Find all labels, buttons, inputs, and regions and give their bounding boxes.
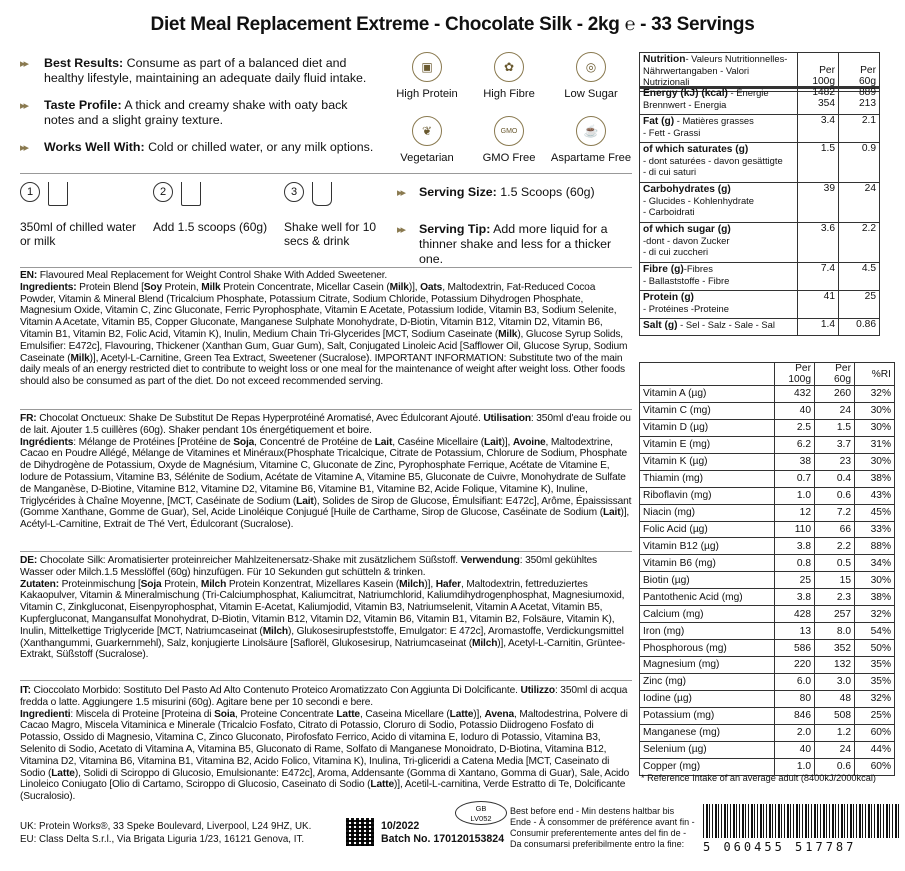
vitamin-row: Biotin (µg) 25 15 30% [640, 572, 895, 589]
uk-address: UK: Protein Works®, 33 Speke Boulevard, Liverpool, L24 9HZ, UK. [20, 821, 312, 832]
vitamin-row: Iron (mg) 13 8.0 54% [640, 623, 895, 640]
batch-info [381, 820, 504, 846]
divider [20, 409, 632, 410]
ingredients-fr: FR: Chocolat Onctueux: Shake De Substitut De Repas Hyperprotéiné Aromatisé, Avec Édulcorant Ajouté. Utilisation: 350ml d'eau froide ou de lait. Ajouter 1.5 cuillères (60g). Shaker pendant 10s énergétiquement et boire. Ingrédients: Mélange de Protéines [Protéine de Soja, Concentré de Protéine de Lait, Caséine Micellaire (Lait)], Avoine, Maltodextrine, Cacao en Poudre Allégé, Mélange de Vitamines et Minéraux(Phosphate Tricalcique, Citrate de Potassium, Chlorure de Sodium, Phosphate de Dihydrogène de Potassium, Oxyde de Magnésium, Vitamine C, Gluconate de Zinc, Pyrophosphate Ferrique, Acétate de Vitamine E, Iodure de Potassium, Vitamine B3, Sélénite de Sodium, Acétate de Vitamine A, Vitamine B5, Gluconate de Cuivre, Monohydrate de Sulfate de Manganèse, D-Biotine, Vitamine B12, Vitamine D2, Vitamine B6, Vitamine B1, Vitamine B2, Acide Folique, Vitamine K), Inuline, Triglycérides à Chaîne Moyenne, [MCT, Caséinate de Sodium (Lait), Solides de Sirop de Glucose, Émulsifiant: E472c], Arôme, Épaississant (Gomme Xanthane, Gomme de Guar), Sel, Acide Linoléique Conjugué [Huile de Carthame, Sirop de Glucose, Caséinate de Sodium (Lait)], Acétyl-L-Carnitine, Extrait de Thé Vert, Édulcorant (Sucralose). [20, 413, 632, 531]
vitamin-table [639, 362, 895, 776]
aspartame-free-badge: ☕ Aspartame Free [549, 116, 633, 164]
step-3: 3 Shake well for 10 secs & drink [284, 182, 404, 248]
protein-icon: ▣ [412, 52, 442, 82]
low-sugar-badge: ◎ Low Sugar [549, 52, 633, 100]
nutrition-row: Energy (kJ) (kcal) - Énergie Brennwert - Energia 1482 354 889 213 [640, 87, 880, 115]
vitamin-header: Per 100g Per 60g %RI [640, 363, 895, 386]
divider [20, 551, 632, 552]
vitamin-row: Pantothenic Acid (mg) 3.8 2.3 38% [640, 589, 895, 606]
best-results: ▸▸ Best Results: Consume as part of a balanced diet and healthy lifestyle, maintaining an adequate daily fluid intake. [20, 56, 367, 85]
arrow-icon: ▸▸ [20, 58, 28, 70]
barcode-bars [703, 804, 899, 838]
vitamin-row: Magnesium (mg) 220 132 35% [640, 657, 895, 674]
arrow-icon: ▸▸ [20, 142, 28, 154]
vitamin-row: Vitamin B6 (mg) 0.8 0.5 34% [640, 555, 895, 572]
fibre-icon: ✿ [494, 52, 524, 82]
vitamin-row: Potassium (mg) 846 508 25% [640, 707, 895, 724]
vitamin-row: Calcium (mg) 428 257 32% [640, 606, 895, 623]
barcode-number: 5 060455 517787 [703, 840, 857, 854]
cup-icon: ☕ [576, 116, 606, 146]
divider [20, 173, 632, 174]
product-highlights [20, 56, 375, 167]
nutrition-row: Fibre (g)-Fibres - Ballaststoffe - Fibre 7.4 4.5 [640, 263, 880, 291]
vitamin-row: Vitamin K (µg) 38 23 30% [640, 453, 895, 470]
gmo-icon: GMO [494, 116, 524, 146]
ingredients-it: IT: Cioccolato Morbido: Sostituto Del Pasto Ad Alto Contenuto Proteico Aromatizzato Con Aggiunta Di Dolcificante. Utilizzo: 350ml di acqua fredda o latte. Aggiungere 1.5 misurini (60g). Agitare bene per 10 secondi e bere. Ingredienti: Miscela di Proteine [Proteina di Soia, Proteine Concentrate Latte, Caseina Micellare (Latte)], Avena, Maltodestrina, Polvere di Cacao Magro, Miscela Vitaminica e Minerale (Tricalcio Fosfato, Citrato di Potassio, Cloruro di Sodio, Potassio Diidrogeno Fosfato di Potassio, Ossido di Magnesio, Vitamina C, Zinco Gluconato, Pirofosfato Ferrico, Acido di vitamina E, Ioduro di Potassio, Vitamina B3, Selenito di Sodio, Acetato di Vitamina A, Vitamina B5, Gluconato di Rame, Solfato di Manganese Monoidrato, D-Biotina, Vitamina B12, Vitamina D2, Vitamina B6, Vitamina B1, Vitamina B2, Acido Folico, Vitamina K), Inulina, Tri-gliceridi a Catena Media [MCT, Caseinato di Sodio (Latte), Solidi di Sciroppo di Glucosio, Emulsionante: E472c], Aroma, Addensante (Gomma di Xantano, Gomma di Guar), Sale, Acido Linoleico Coniugato [Olio di Cartamo, Sciroppo di Glucosio, Caseinato di Sodio (Latte)], Acetil-L-carnitina, Verde Estratto di Te, Dolcificante (Sucralosio). [20, 685, 630, 803]
shaker-icon [312, 182, 332, 206]
ingredients-en: EN: Flavoured Meal Replacement for Weight Control Shake With Added Sweetener. Ingredients: Protein Blend [Soy Protein, Milk Protein Concentrate, Micellar Casein (Milk)], Oats, Maltodextrin, Fat-Reduced Cocoa Powder, Vitamin & Mineral Blend (Tricalcium Phosphate, Potassium Citrate, Sodium Chloride, Potassium Dihydrogen Phosphate, Magnesium Oxide, Vitamin C, Zinc Gluconate, Ferric Pyrophosphate, Vitamin E Acetate, Potassium Iodide, Vitamin B3, Sodium Selenite, Vitamin A Acetate, Vitamin B5, Copper Gluconate, Manganese Sulphate Monohydrate, D-Biotin, Vitamin B12, Vitamin D2, Vitamin B6, Vitamin B1, Vitamin B2, Folic Acid, Vitamin K), Inulin, Medium Chain Tri-Glycerides [MCT, Sodium Caseinate (Milk), Glucose Syrup Solids, Emulsifier: E472c], Flavouring, Thickener (Xanthan Gum, Guar Gum), Salt, Conjugated Linoleic Acid [Safflower Oil, Glucose Syrup, Sodium Caseinate (Milk)], Acetyl-L-Carnitine, Green Tea Extract, Sweetener (Sucralose). IMPORTANT INFORMATION: Substitute two of the main daily meals of an energy restricted diet to contribute to weight loss or one meal for the maintenance of weight after weight loss. Other foods should also be consumed as part of the diet. Do not exceed recommended serving. [20, 270, 628, 388]
vitamin-row: Manganese (mg) 2.0 1.2 60% [640, 724, 895, 741]
vitamin-row: Phosphorous (mg) 586 352 50% [640, 640, 895, 657]
vitamin-row: Vitamin E (mg) 6.2 3.7 31% [640, 436, 895, 453]
nutrition-row: of which sugar (g) -dont - davon Zucker - di cui zuccheri 3.6 2.2 [640, 223, 880, 263]
divider [20, 267, 632, 268]
gmo-free-badge: GMO GMO Free [467, 116, 551, 164]
leaf-icon: ❦ [412, 116, 442, 146]
vitamin-row: Vitamin B12 (µg) 3.8 2.2 88% [640, 538, 895, 555]
sugar-icon: ◎ [576, 52, 606, 82]
step-1: 1 350ml of chilled water or milk [20, 182, 140, 248]
arrow-icon: ▸▸ [397, 224, 405, 236]
vitamin-row: Selenium (µg) 40 24 44% [640, 741, 895, 758]
serving-tip: ▸▸ Serving Tip: Add more liquid for a thinner shake and less for a thicker one. [397, 222, 612, 266]
arrow-icon: ▸▸ [397, 187, 405, 199]
nutrition-row: Fat (g) - Matières grasses - Fett - Grassi 3.4 2.1 [640, 115, 880, 143]
batch-number: Batch No. 170120153824 [381, 833, 505, 845]
vegetarian-badge: ❦ Vegetarian [385, 116, 469, 164]
vitamin-row: Vitamin D (µg) 2.5 1.5 30% [640, 419, 895, 436]
arrow-icon: ▸▸ [20, 100, 28, 112]
works-well-with: ▸▸ Works Well With: Cold or chilled water, or any milk options. [20, 140, 374, 154]
nutrition-table: Nutrition- Valeurs Nutritionnelles- Nährwertangaben - Valori Nutrizionali Per 100g Per 60g [639, 52, 880, 92]
vitamin-row: Thiamin (mg) 0.7 0.4 38% [640, 470, 895, 487]
vitamin-row: Vitamin A (µg) 432 260 32% [640, 386, 895, 403]
nutrition-values [639, 86, 880, 336]
ingredients-de: DE: Chocolate Silk: Aromatisierter proteinreicher Mahlzeitenersatz-Shake mit zusätzlichem Süßstoff. Verwendung: 350ml gekühltes Wasser oder Milch.1.5 Messlöffel (60g) hinzufügen. Für 10 Sekunden gut schütteln & trinken. Zutaten: Proteinmischung [Soja Protein, Milch Protein Konzentrat, Mizellares Kasein (Milch)], Hafer, Maltodextrin, fettreduziertes Kakaopulver, Vitamin & Mineralmischung (Tri-Calciumphosphat, Kaliumcitrat, Natriumchlorid, Kaliumdihydrogenphosphat, Magnesiumoxid, Vitamin C, Zinkgluconat, Eisenpyrophosphat, Vitamin E-Acetat, Kaliumjodid, Vitamin B3, Natriumselenit, Vitamin A Acetat, Vitamin B5, Kupfergluconat, Mangansulfat Monohydrat, D-Biotin, Vitamin B12, Vitamin D2, Vitamin B6, Vitamin B1, Vitamin B2, Folsäure, Vitamin K), Inulin, Mittelkettige Triglyceride [MCT, Natriumcaseinat (Milch), Glukosesirupfeststoffe, Emulgator: E 472c], Aromastoffe, Verdickungsmittel (Xanthangummi, Guarkernmehl), Salz, konjugierte Linolsäure [Saflorël, Glukosesirup, Natriumcaseinat (Milch)], Acetyl-L-Carnitin, Grüntee-Extrakt, Süßstoff (Sucralose). [20, 555, 626, 661]
vitamin-row: Iodine (µg) 80 48 32% [640, 690, 895, 707]
best-before: Best before end - Min destens haltbar bis Ende - À consommer de préférence avant fin - Consumir preferentemente antes del fin de - Da consumarsi preferibilmente entro la fine: [510, 806, 695, 849]
nutrition-row: Protein (g) - Protéines -Proteine 41 25 [640, 291, 880, 319]
glass-icon [48, 182, 68, 206]
vitamin-row: Vitamin C (mg) 40 24 30% [640, 402, 895, 419]
high-protein-badge: ▣ High Protein [385, 52, 469, 100]
scoop-glass-icon [181, 182, 201, 206]
vitamin-row: Copper (mg) 1.0 0.6 60% [640, 758, 895, 775]
nutrition-row: Salt (g) - Sel - Salz - Sale - Sal 1.4 0.86 [640, 319, 880, 336]
vitamin-row: Riboflavin (mg) 1.0 0.6 43% [640, 487, 895, 504]
vitamin-row: Zinc (mg) 6.0 3.0 35% [640, 673, 895, 690]
nutrition-row: of which saturates (g) - dont saturées - davon gesättigte - di cui saturi 1.5 0.9 [640, 143, 880, 183]
divider [20, 680, 632, 681]
health-mark: GB LV052 [455, 801, 507, 825]
nutrition-row: Carbohydrates (g) - Glucides - Kohlenhydrate - Carboidrati 39 24 [640, 183, 880, 223]
eu-address: EU: Class Delta S.r.l., Via Brigata Liguria 1/23, 16121 Genova, IT. [20, 834, 305, 845]
barcode [703, 804, 899, 856]
taste-profile: ▸▸ Taste Profile: A thick and creamy shake with oaty back notes and a slight grainy texture. [20, 98, 348, 127]
estimated-sign: ℮ [624, 14, 636, 34]
batch-date: 10/2022 [381, 820, 420, 832]
reference-intake-note: * Reference Intake of an average adult (8400kJ/2000kcal) [641, 773, 876, 783]
serving-size: ▸▸ Serving Size: 1.5 Scoops (60g) [397, 185, 595, 199]
step-2: 2 Add 1.5 scoops (60g) [153, 182, 273, 234]
page-title: Diet Meal Replacement Extreme - Chocolate Silk - 2kg ℮ - 33 Servings [150, 14, 755, 35]
address-block [20, 820, 311, 846]
high-fibre-badge: ✿ High Fibre [467, 52, 551, 100]
vitamin-row: Folic Acid (µg) 110 66 33% [640, 521, 895, 538]
vitamin-row: Niacin (mg) 12 7.2 45% [640, 504, 895, 521]
data-matrix-code [346, 818, 374, 846]
